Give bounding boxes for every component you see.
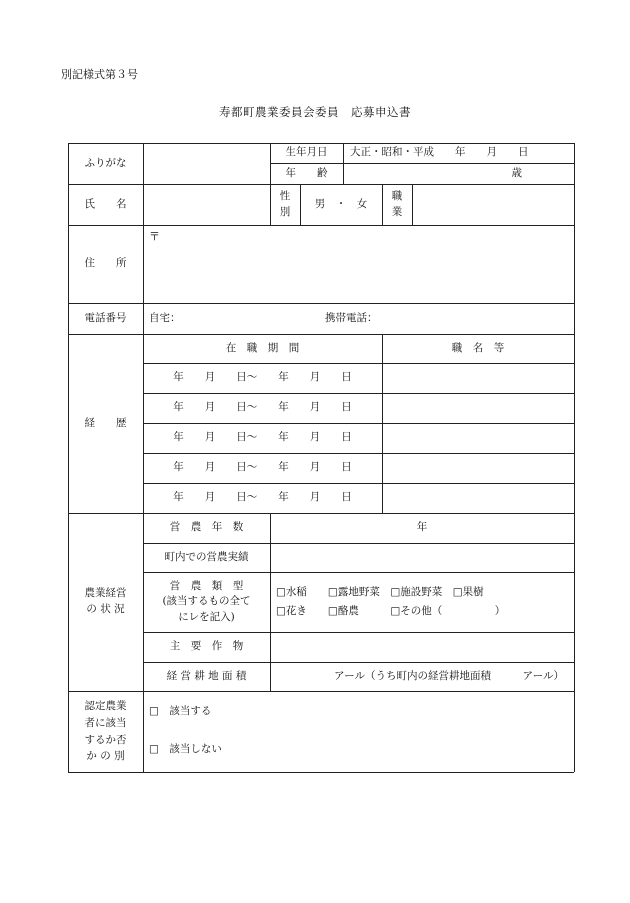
- main-crops-label: 主 要 作 物: [169, 640, 244, 653]
- phone-label: 電話番号: [84, 311, 127, 324]
- sex-label-line2: 別: [279, 205, 291, 218]
- farm-area-field[interactable]: [270, 662, 574, 691]
- name-field[interactable]: [143, 184, 270, 225]
- main-crops-field[interactable]: [270, 632, 574, 662]
- age-unit: 歳: [511, 166, 522, 179]
- farm-area-label: 経 営 耕 地 面 積: [166, 669, 247, 682]
- form-title: 寿都町農業委員会委員 応募申込書: [219, 105, 411, 119]
- job-label-line1: 職: [391, 189, 403, 202]
- farming-years-field[interactable]: 年: [416, 521, 428, 534]
- postal-mark: 〒: [149, 230, 160, 243]
- farming-type-options-row2[interactable]: □花き □酪農 □その他（ ）: [276, 605, 506, 617]
- career-period-row[interactable]: 年 月 日～ 年 月 日: [173, 491, 352, 504]
- mobile-phone-field[interactable]: 携帯電話：: [325, 311, 378, 324]
- farming-years-label: 営 農 年 数: [169, 521, 244, 534]
- job-field[interactable]: [412, 184, 574, 225]
- job-label-line2: 業: [391, 205, 403, 218]
- table-border-bottom: [68, 772, 574, 773]
- career-position-field[interactable]: [382, 363, 574, 393]
- address-field[interactable]: [143, 225, 574, 303]
- certified-label-line3: するか否: [84, 733, 127, 746]
- career-position-field[interactable]: [382, 393, 574, 423]
- name-label: 氏 名: [84, 197, 127, 210]
- career-period-row[interactable]: 年 月 日～ 年 月 日: [173, 461, 352, 474]
- certified-label-line1: 認定農業: [84, 699, 127, 712]
- career-period-row[interactable]: 年 月 日～ 年 月 日: [173, 371, 352, 384]
- farming-results-label: 町内での営農実績: [164, 550, 249, 563]
- farming-results-field[interactable]: [270, 543, 574, 572]
- birth-date-label: 生年月日: [285, 146, 328, 159]
- career-period-row[interactable]: 年 月 日～ 年 月 日: [173, 431, 352, 444]
- sex-options[interactable]: 男 ・ 女: [314, 197, 368, 210]
- sex-label-line1: 性: [279, 189, 291, 202]
- certified-no-checkbox[interactable]: □ 該当しない: [149, 743, 222, 756]
- career-position-field[interactable]: [382, 483, 574, 513]
- career-position-field[interactable]: [382, 423, 574, 453]
- farming-type-label-line1: 営 農 類 型: [169, 580, 244, 593]
- career-period-row[interactable]: 年 月 日～ 年 月 日: [173, 401, 352, 414]
- farming-label-line1: 農業経営: [84, 587, 127, 600]
- farming-label-line2: の 状 況: [86, 603, 125, 615]
- sex-label: [270, 184, 300, 225]
- furigana-label: ふりがな: [84, 156, 127, 169]
- career-position-field[interactable]: [382, 453, 574, 483]
- age-label: 年 齢: [285, 166, 328, 179]
- farming-status-label: [68, 513, 143, 691]
- farming-type-options[interactable]: [276, 572, 574, 632]
- farming-type-label: [143, 572, 270, 632]
- form-number: 別記様式第３号: [61, 68, 138, 81]
- certified-farmer-label: [68, 691, 143, 772]
- certified-yes-checkbox[interactable]: □ 該当する: [149, 705, 212, 718]
- furigana-field[interactable]: [143, 143, 270, 184]
- career-label: 経 歴: [84, 416, 127, 429]
- address-label: 住 所: [84, 257, 127, 270]
- farm-area-value: アール（うち町内の経営耕地面積 アール）: [334, 669, 564, 682]
- period-header: 在 職 期 間: [225, 341, 300, 354]
- table-border-right: [574, 143, 575, 772]
- birth-date-field[interactable]: 大正・昭和・平成 年 月 日: [350, 146, 529, 159]
- age-field[interactable]: [343, 163, 574, 184]
- home-phone-field[interactable]: 自宅：: [149, 311, 181, 324]
- certified-label-line2: 者に該当: [84, 716, 127, 729]
- job-label: [382, 184, 412, 225]
- farming-type-label-line3: にレを記入): [178, 610, 235, 623]
- position-header: 職 名 等: [451, 341, 505, 354]
- farming-type-label-line2: (該当するもの全て: [162, 595, 251, 608]
- farming-type-options-row1[interactable]: □水稲 □露地野菜 □施設野菜 □果樹: [276, 585, 484, 598]
- certified-label-line4: か の 別: [86, 750, 125, 763]
